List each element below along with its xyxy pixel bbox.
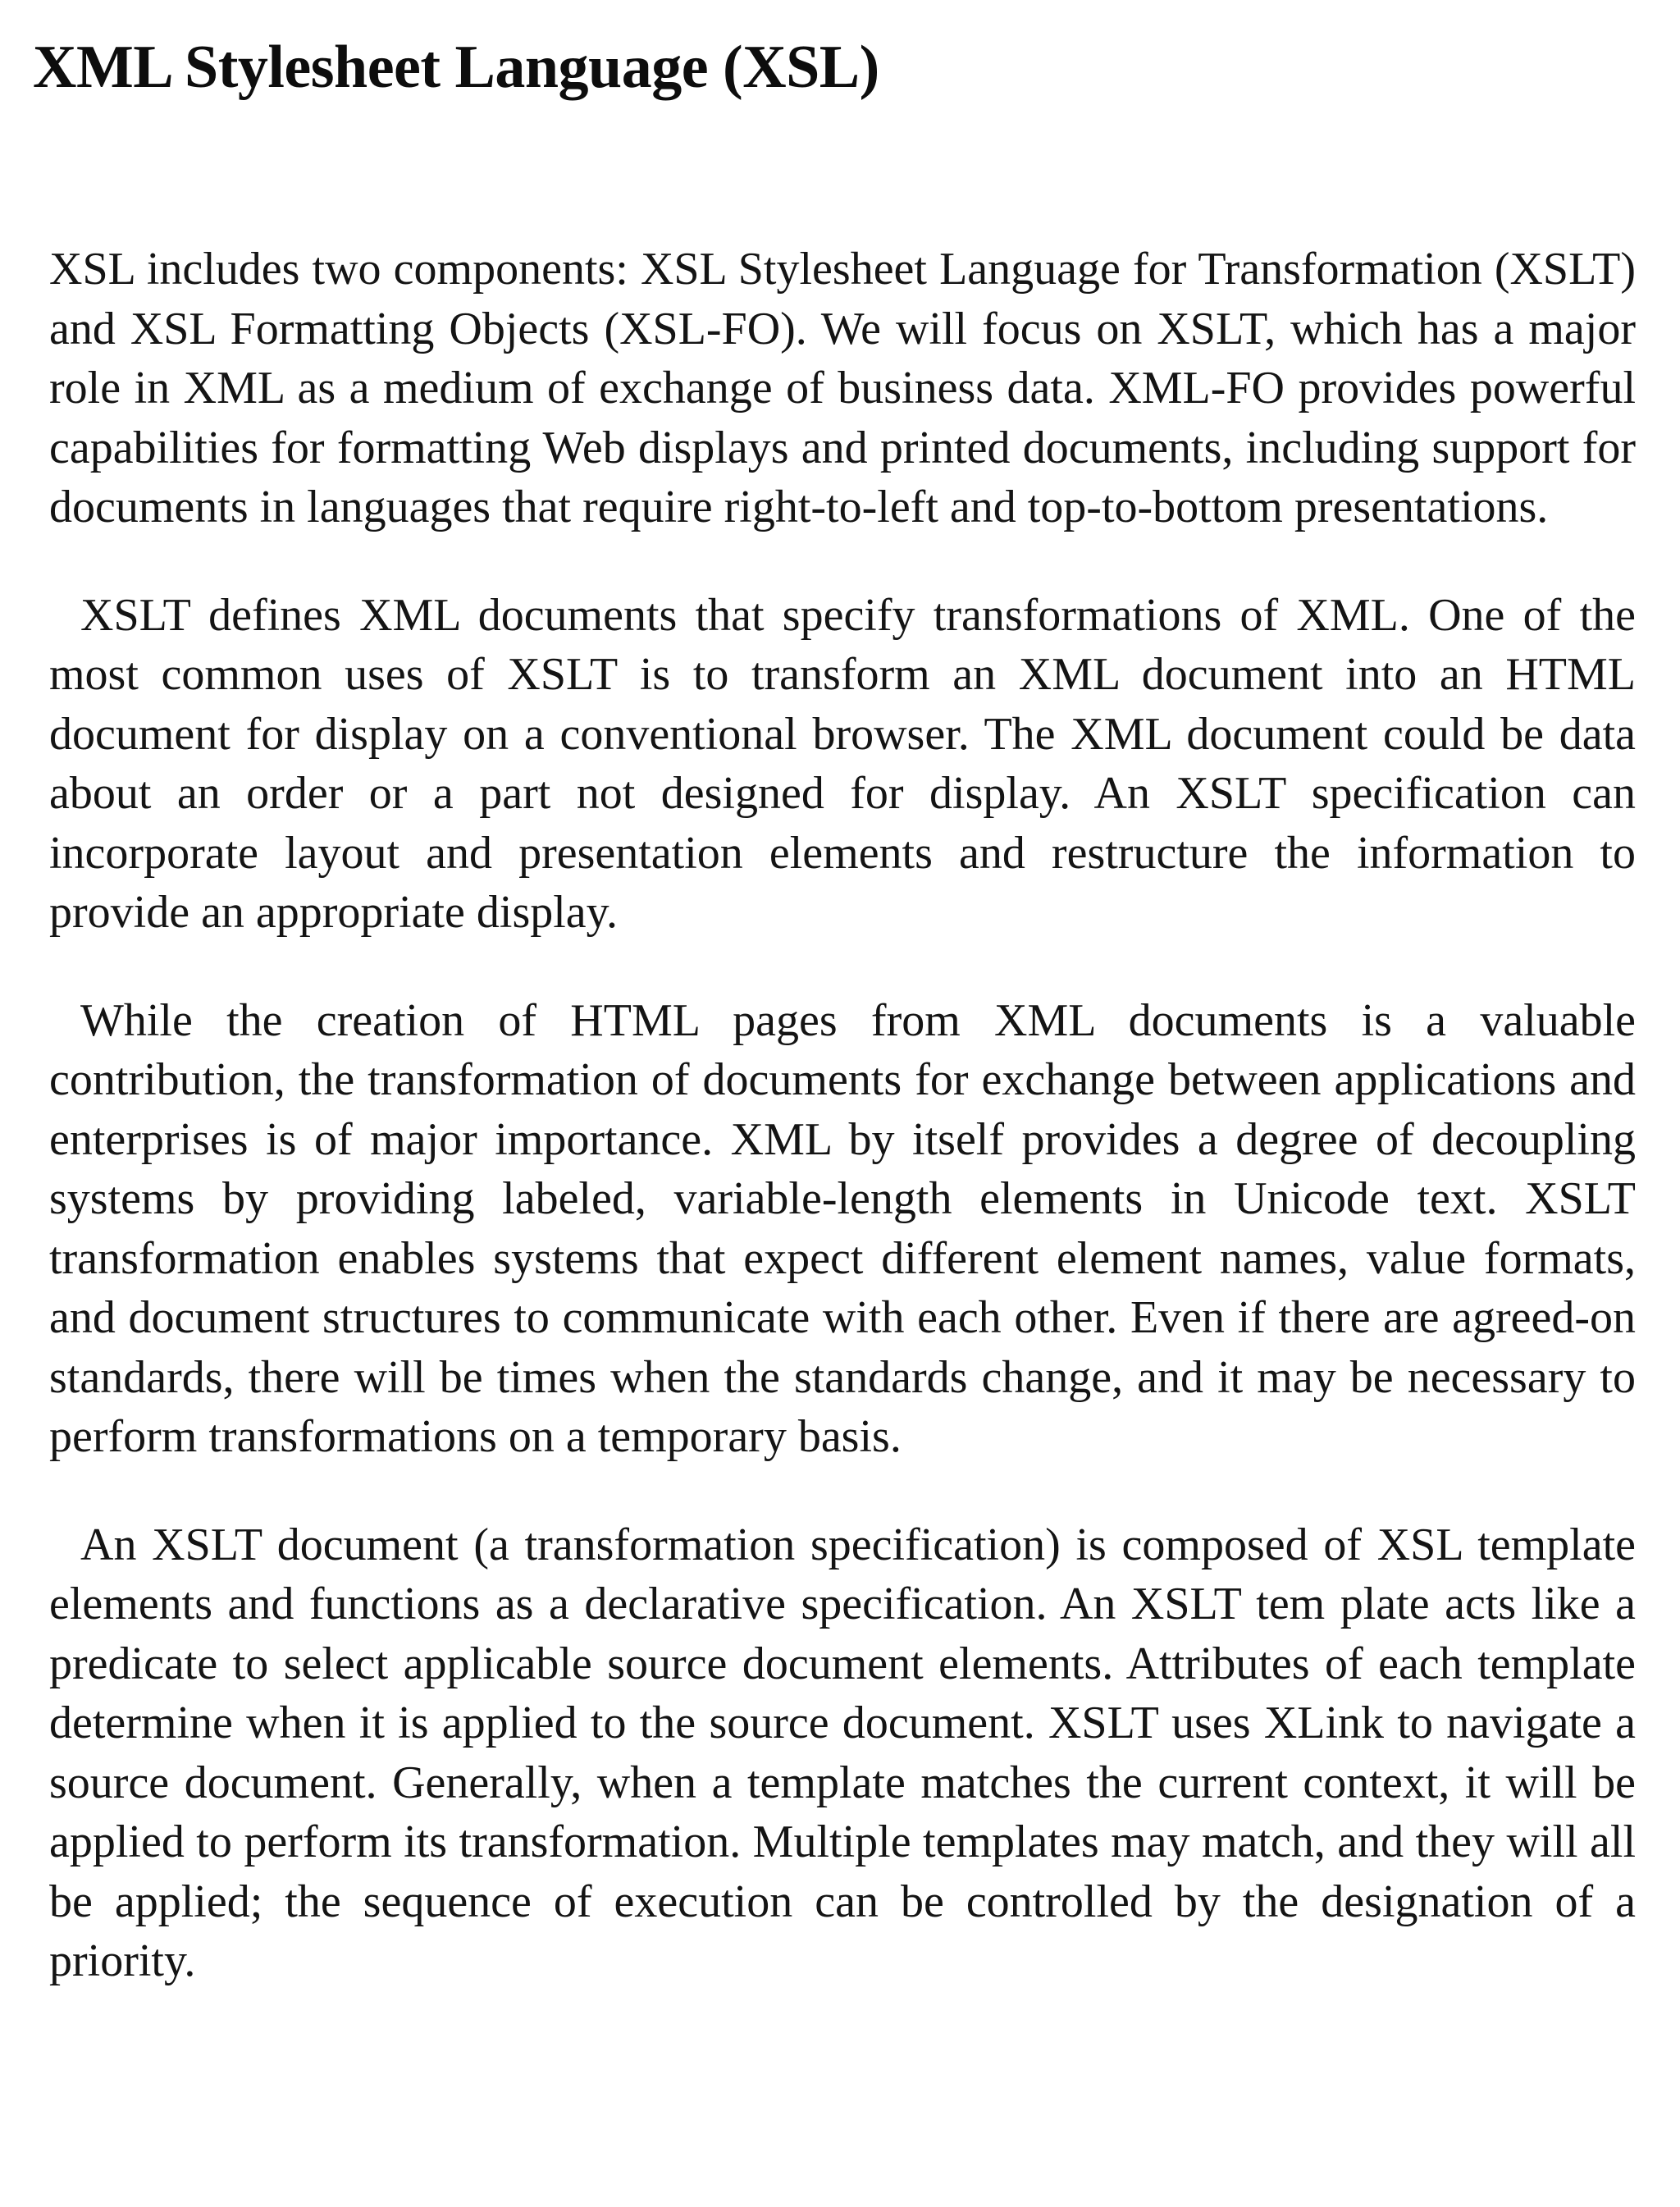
- paragraph-intro: XSL includes two components: XSL Stylesheet Language for Transformation (XSLT) and XSL Formatting Objects (XSL-FO). We will focus on XSLT, which has a major role in XML as a medium of exchange of business data. XML-FO provides powerful capabilities for formatting Web displays and printed documents, including support for documents in languages that require right-to-left and top-to-bottom presentations.: [49, 244, 1636, 532]
- paragraph-xslt-definition: XSLT defines XML documents that specify transformations of XML. One of the most common uses of XSLT is to transform an XML document into an HTML document for display on a conventional browser. The XML document could be data about an order or a part not designed for display. An XSLT specification can incorporate layout and presentation elements and restructure the information to provide an appropriate display.: [49, 589, 1636, 938]
- paragraph-exchange: While the creation of HTML pages from XML documents is a valuable contribution, the transformation of documents for exchange between applications and enterprises is of major importance. XML by itself provides a degree of decoupling systems by providing labeled, variable-length elements in Unicode text. XSLT transformation enables systems that expect different element names, value formats, and document structures to communicate with each other. Even if there are agreed-on standards, there will be times when the standards change, and it may be necessary to perform transformations on a temporary basis.: [49, 994, 1636, 1462]
- document-body: [49, 240, 1636, 1991]
- paragraph-templates: An XSLT document (a transformation specification) is composed of XSL template elements and functions as a declarative specification. An XSLT tem plate acts like a predicate to select applicable source document elements. Attributes of each template determine when it is applied to the source document. XSLT uses XLink to navigate a source document. Generally, when a template matches the current context, it will be applied to perform its transformation. Multiple templates may match, and they will all be applied; the sequence of execution can be controlled by the designation of a priority.: [49, 1519, 1636, 1986]
- page-title: XML Stylesheet Language (XSL): [33, 34, 879, 101]
